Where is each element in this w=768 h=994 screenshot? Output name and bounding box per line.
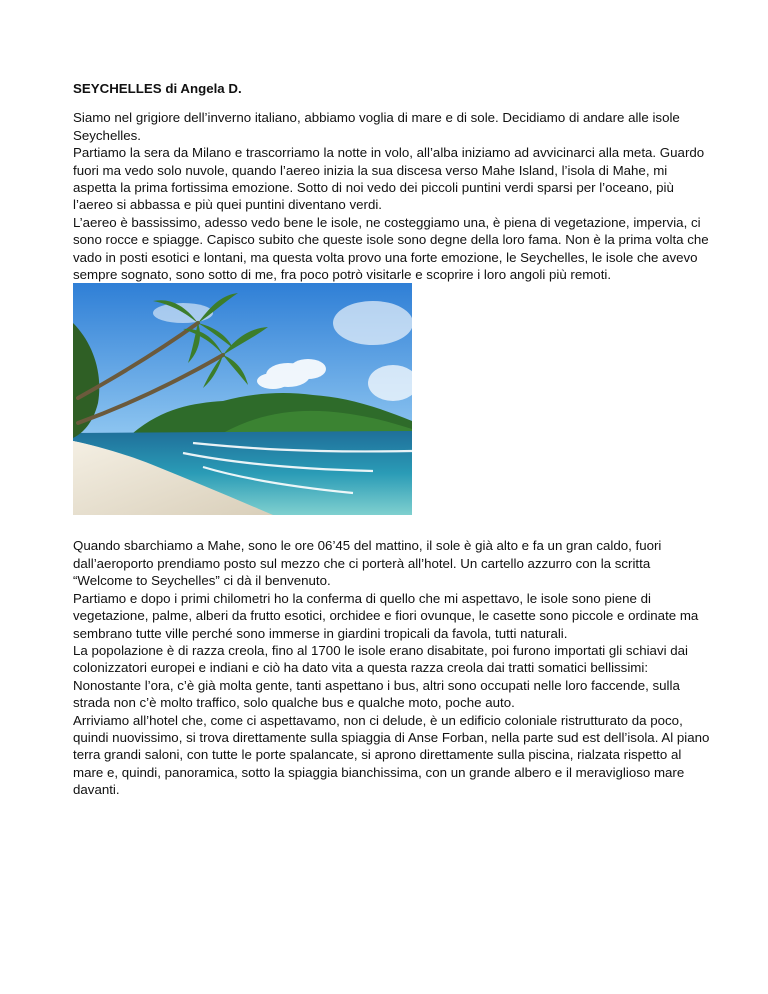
paragraph-drive: Partiamo e dopo i primi chilometri ho la conferma di quello che mi aspettavo, le isole sono piene di vegetazione, palme, alberi da frutto esotici, orchidee e fiori ovunque, le casette sono piccole e ordinate ma sembrano tutte ville perché sono immerse in giardini tropicali da favola, tutti naturali. bbox=[73, 590, 699, 641]
paragraph-street-life: Nonostante l’ora, c’è già molta gente, tanti aspettano i bus, altri sono occupati nelle loro faccende, sulla strada non c’è molto traffico, solo qualche bus e qualche moto, poche auto. bbox=[73, 677, 680, 711]
paragraph-hotel: Arriviamo all’hotel che, come ci aspettavamo, non ci delude, è un edificio coloniale ristrutturato da poco, quindi nuovissimo, si trova direttamente sulla spiaggia di Anse Forban, nella parte sud est dell’isola. Al piano terra grandi saloni, con tutte le porte spalancate, si aprono direttamente sulla piscina, rialzata rispetto al mare e, quindi, panoramica, sotto la spiaggia bianchissima, con un grande albero e il meraviglioso mare davanti. bbox=[73, 712, 710, 798]
paragraph-flight: Partiamo la sera da Milano e trascorriamo la notte in volo, all’alba iniziamo ad avvicinarci alla meta. Guardo fuori ma vedo solo nuvole, quando l’aereo inizia la sua discesa verso Mahe Island, l’isola di Mahe, mi aspetta la prima fortissima emozione. Sotto di noi vedo dei piccoli puntini verdi sparsi per l’oceano, più l’aereo si abbassa e più quei puntini diventano verdi. bbox=[73, 145, 705, 213]
document-page bbox=[73, 80, 713, 799]
beach-photo bbox=[73, 283, 412, 515]
paragraph-arrival-intro: Siamo nel grigiore dell’inverno italiano, abbiamo voglia di mare e di sole. Decidiamo di andare alle isole Seychelles. bbox=[73, 110, 680, 143]
paragraph-landing: Quando sbarchiamo a Mahe, sono le ore 06’45 del mattino, il sole è già alto e fa un gran caldo, fuori dall’aeroporto prendiamo posto sul mezzo che ci porterà all’hotel. Un cartello azzurro con la scritta “Welcome to Seychelles” ci dà il benvenuto. bbox=[73, 538, 662, 589]
paragraph-population: La popolazione è di razza creola, fino al 1700 le isole erano disabitate, poi furono importati gli schiavi dai colonizzatori europei e indiani e ciò ha dato vita a questa razza creola dai tratti somatici bellissimi: bbox=[73, 642, 688, 676]
document-title: SEYCHELLES di Angela D. bbox=[73, 81, 242, 96]
paragraph-islands-view: L’aereo è bassissimo, adesso vedo bene le isole, ne costeggiamo una, è piena di vegetazione, impervia, ci sono rocce e spiagge. Capisco subito che queste isole sono degne della loro fama. Non è la prima volta che vado in posti esotici e lontani, ma questa volta provo una forte emozione, le Seychelles, le isole che avevo sempre sognato, sono sotto di me, fra poco potrò visitarle e scoprire i loro angoli più remoti. bbox=[73, 214, 709, 283]
